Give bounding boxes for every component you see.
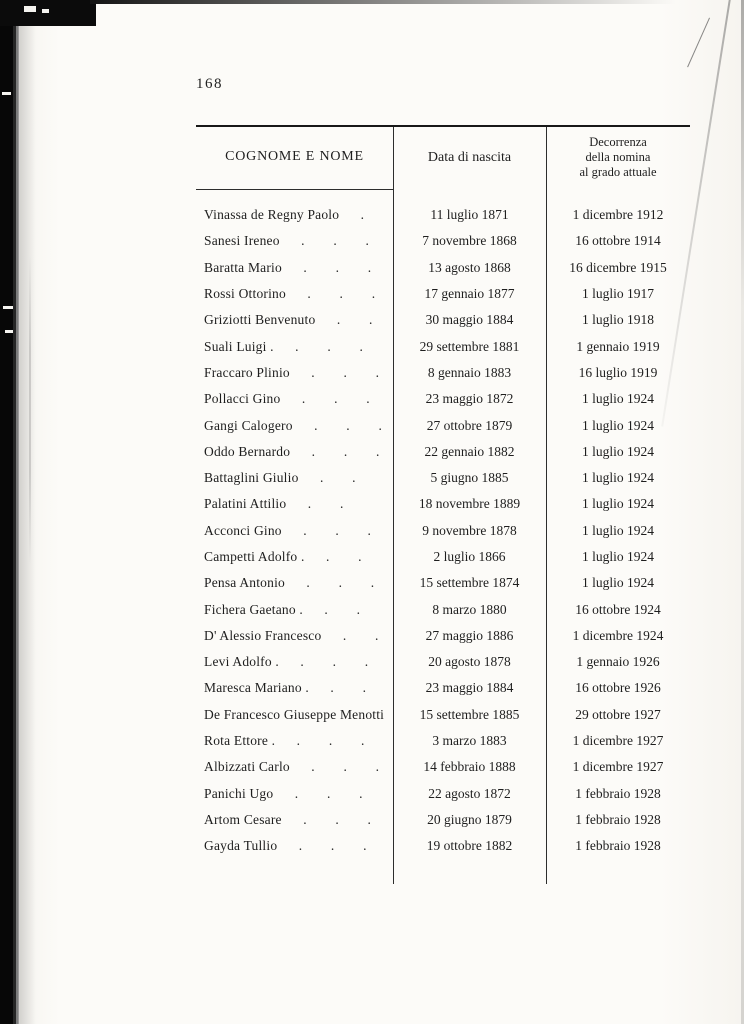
- table-row: [196, 307, 690, 333]
- scan-corner-top-left: [0, 0, 96, 26]
- nomina-date-cell: 1 luglio 1918: [581, 312, 654, 328]
- scan-edge-top: [90, 0, 676, 4]
- table-row: [196, 333, 690, 359]
- nomina-date-cell: 1 luglio 1924: [581, 443, 654, 459]
- nomina-date-cell: 1 febbraio 1928: [575, 838, 661, 854]
- birth-date-cell: 20 agosto 1878: [428, 654, 511, 670]
- table-row: [196, 728, 690, 754]
- table-row: [196, 596, 690, 622]
- table-row: [196, 202, 690, 228]
- scan-speck: [24, 6, 36, 12]
- table-row: [196, 386, 690, 412]
- name-cell: Sanesi Ireneo . . .: [204, 233, 370, 249]
- header-decorrenza-line2: della nomina: [585, 150, 651, 164]
- table-row: [196, 465, 690, 491]
- name-cell: Panichi Ugo . . .: [204, 785, 363, 801]
- scan-edge-left-shadow: [20, 0, 36, 1024]
- name-cell: De Francesco Giuseppe Menotti: [204, 706, 385, 722]
- name-cell: D' Alessio Francesco . .: [204, 627, 379, 643]
- nomina-date-cell: 1 dicembre 1912: [572, 207, 664, 223]
- table-row: [196, 781, 690, 807]
- birth-date-cell: 18 novembre 1889: [418, 496, 521, 512]
- nomina-date-cell: 1 luglio 1924: [581, 391, 654, 407]
- scan-streak: [29, 255, 31, 565]
- birth-date-cell: 22 gennaio 1882: [424, 443, 515, 459]
- table-row: [196, 570, 690, 596]
- name-cell: Pensa Antonio . . .: [204, 575, 375, 591]
- nomina-date-cell: 1 gennaio 1926: [576, 654, 660, 670]
- name-cell: Rota Ettore . . . .: [204, 733, 365, 749]
- name-cell: Gangi Calogero . . .: [204, 417, 383, 433]
- birth-date-cell: 23 maggio 1872: [425, 391, 514, 407]
- table-row: [196, 623, 690, 649]
- name-cell: Maresca Mariano . . .: [204, 680, 367, 696]
- nomina-date-cell: 16 dicembre 1915: [569, 259, 667, 275]
- page-number: 168: [196, 76, 223, 92]
- personnel-table: [196, 125, 690, 859]
- column-divider-2: [546, 127, 547, 884]
- header-cognome-e-nome: COGNOME E NOME: [225, 149, 364, 164]
- scan-speck: [42, 9, 49, 13]
- birth-date-cell: 27 maggio 1886: [425, 627, 514, 643]
- nomina-date-cell: 1 luglio 1917: [581, 286, 654, 302]
- birth-date-cell: 20 giugno 1879: [427, 811, 512, 827]
- nomina-date-cell: 1 febbraio 1928: [575, 785, 661, 801]
- table-row: [196, 754, 690, 780]
- name-cell: Baratta Mario . . .: [204, 259, 372, 275]
- birth-date-cell: 29 settembre 1881: [419, 338, 520, 354]
- scan-speck: [3, 306, 13, 309]
- name-cell: Pollacci Gino . . .: [204, 391, 370, 407]
- scan-edge-left: [0, 0, 20, 1024]
- nomina-date-cell: 1 luglio 1924: [581, 575, 654, 591]
- table-row: [196, 360, 690, 386]
- name-cell: Campetti Adolfo . . .: [204, 549, 362, 564]
- table-row: [196, 649, 690, 675]
- header-underline: [196, 189, 393, 190]
- name-cell: Albizzati Carlo . . .: [204, 759, 380, 775]
- birth-date-cell: 3 marzo 1883: [432, 733, 507, 749]
- table-row: [196, 439, 690, 465]
- table-body: [196, 189, 690, 859]
- table-row: [196, 544, 690, 570]
- birth-date-cell: 30 maggio 1884: [425, 312, 514, 328]
- name-cell: Vinassa de Regny Paolo .: [204, 207, 365, 223]
- table-row: [196, 833, 690, 859]
- table-row: [196, 412, 690, 438]
- table-row: [196, 228, 690, 254]
- table-row: [196, 491, 690, 517]
- name-cell: Battaglini Giulio . .: [204, 470, 356, 486]
- header-decorrenza: [546, 127, 690, 189]
- table-row: [196, 807, 690, 833]
- birth-date-cell: 15 settembre 1874: [419, 575, 520, 591]
- birth-date-cell: 8 gennaio 1883: [427, 364, 512, 380]
- nomina-date-cell: 1 luglio 1924: [581, 549, 654, 564]
- nomina-date-cell: 16 luglio 1919: [578, 364, 658, 380]
- birth-date-cell: 15 settembre 1885: [419, 706, 520, 722]
- birth-date-cell: 22 agosto 1872: [428, 785, 511, 801]
- name-cell: Fraccaro Plinio . . .: [204, 364, 380, 380]
- name-cell: Fichera Gaetano . . .: [204, 601, 361, 617]
- page-crease-scratch: [687, 18, 710, 68]
- table-header: [196, 127, 690, 189]
- header-decorrenza-line3: al grado attuale: [579, 165, 657, 179]
- nomina-date-cell: 1 dicembre 1927: [572, 759, 664, 775]
- birth-date-cell: 2 luglio 1866: [433, 549, 506, 564]
- nomina-date-cell: 1 luglio 1924: [581, 417, 654, 433]
- nomina-date-cell: 29 ottobre 1927: [575, 706, 661, 722]
- name-cell: Levi Adolfo . . . .: [204, 654, 369, 670]
- nomina-date-cell: 1 febbraio 1928: [575, 811, 661, 827]
- nomina-date-cell: 1 gennaio 1919: [576, 338, 660, 354]
- name-cell: Rossi Ottorino . . .: [204, 286, 376, 302]
- birth-date-cell: 14 febbraio 1888: [423, 759, 516, 775]
- table-row: [196, 281, 690, 307]
- nomina-date-cell: 1 luglio 1924: [581, 470, 654, 486]
- name-cell: Palatini Attilio . .: [204, 496, 344, 512]
- nomina-date-cell: 16 ottobre 1926: [575, 680, 661, 696]
- scan-speck: [2, 92, 11, 95]
- nomina-date-cell: 1 luglio 1924: [581, 522, 654, 538]
- header-data-di-nascita: Data di nascita: [427, 150, 512, 165]
- birth-date-cell: 13 agosto 1868: [428, 259, 511, 275]
- nomina-date-cell: 16 ottobre 1924: [575, 601, 661, 617]
- table-row: [196, 255, 690, 281]
- name-cell: Suali Luigi . . . .: [204, 338, 364, 354]
- birth-date-cell: 17 gennaio 1877: [424, 286, 515, 302]
- table-row: [196, 518, 690, 544]
- name-cell: Oddo Bernardo . . .: [204, 443, 380, 459]
- birth-date-cell: 8 marzo 1880: [432, 601, 507, 617]
- nomina-date-cell: 16 ottobre 1914: [575, 233, 661, 249]
- birth-date-cell: 11 luglio 1871: [430, 207, 509, 223]
- column-divider-1: [393, 127, 394, 884]
- header-decorrenza-line1: Decorrenza: [589, 135, 647, 149]
- birth-date-cell: 27 ottobre 1879: [426, 417, 513, 433]
- birth-date-cell: 9 novembre 1878: [422, 522, 517, 538]
- table-row: [196, 675, 690, 701]
- birth-date-cell: 7 novembre 1868: [422, 233, 517, 249]
- nomina-date-cell: 1 luglio 1924: [581, 496, 654, 512]
- nomina-date-cell: 1 dicembre 1924: [572, 627, 664, 643]
- birth-date-cell: 23 maggio 1884: [425, 680, 514, 696]
- name-cell: Artom Cesare . . .: [204, 811, 372, 827]
- nomina-date-cell: 1 dicembre 1927: [572, 733, 664, 749]
- table-row: [196, 702, 690, 728]
- name-cell: Gayda Tullio . . .: [204, 838, 367, 854]
- scan-speck: [5, 330, 13, 333]
- birth-date-cell: 5 giugno 1885: [430, 470, 509, 486]
- birth-date-cell: 19 ottobre 1882: [426, 838, 513, 854]
- name-cell: Acconci Gino . . .: [204, 522, 372, 538]
- name-cell: Griziotti Benvenuto . .: [204, 312, 373, 328]
